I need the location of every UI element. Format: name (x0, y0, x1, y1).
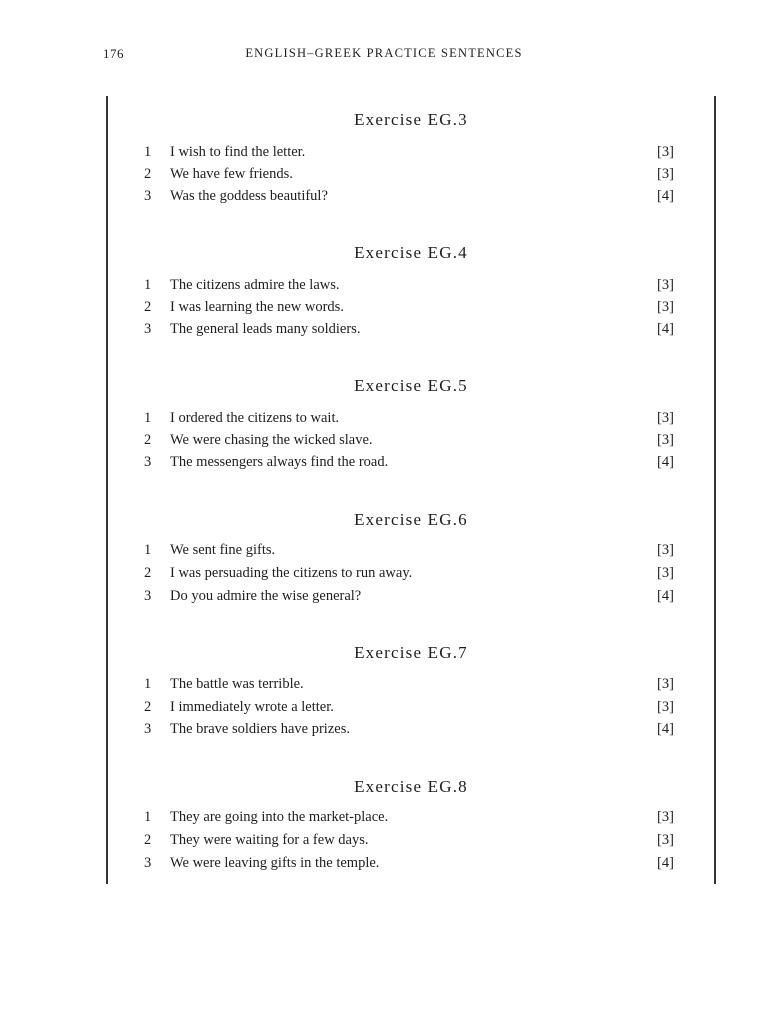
sentence-row (0, 676, 768, 698)
sentence-marks: [4] (657, 721, 674, 737)
sentence-row (0, 542, 768, 564)
sentence-text: We sent fine gifts. (170, 542, 276, 558)
sentence-text: We were leaving gifts in the temple. (170, 855, 380, 871)
sentence-row (0, 432, 768, 454)
sentence-number: 1 (144, 144, 152, 160)
sentence-number: 1 (144, 410, 152, 426)
sentence-row (0, 321, 768, 343)
sentence-row (0, 855, 768, 877)
sentence-row (0, 832, 768, 854)
sentence-text: We were chasing the wicked slave. (170, 432, 373, 448)
sentence-row (0, 588, 768, 610)
sentence-number: 2 (144, 166, 152, 182)
exercise-title: Exercise EG.3 (354, 110, 468, 129)
sentence-text: The citizens admire the laws. (170, 277, 340, 293)
sentence-text: I was persuading the citizens to run away. (170, 565, 413, 581)
sentence-number: 3 (144, 454, 152, 470)
sentence-number: 1 (144, 542, 152, 558)
sentence-number: 2 (144, 432, 152, 448)
sentence-number: 1 (144, 809, 152, 825)
sentence-row (0, 410, 768, 432)
sentence-number: 1 (144, 676, 152, 692)
sentence-marks: [3] (657, 410, 674, 426)
sentence-row (0, 454, 768, 476)
sentence-marks: [3] (657, 277, 674, 293)
sentence-marks: [3] (657, 432, 674, 448)
sentence-number: 2 (144, 699, 152, 715)
sentence-marks: [4] (657, 321, 674, 337)
sentence-marks: [3] (657, 565, 674, 581)
exercise-title: Exercise EG.5 (354, 376, 468, 395)
sentence-text: The general leads many soldiers. (170, 321, 361, 337)
sentence-text: Was the goddess beautiful? (170, 188, 328, 204)
sentence-text: I was learning the new words. (170, 299, 344, 315)
sentence-marks: [3] (657, 676, 674, 692)
sentence-marks: [3] (657, 166, 674, 182)
sentence-number: 3 (144, 855, 152, 871)
sentence-row (0, 699, 768, 721)
exercise-title: Exercise EG.4 (354, 243, 468, 262)
sentence-number: 3 (144, 588, 152, 604)
sentence-number: 3 (144, 721, 152, 737)
exercise-title: Exercise EG.7 (354, 643, 468, 662)
sentence-number: 3 (144, 188, 152, 204)
sentence-text: The messengers always find the road. (170, 454, 389, 470)
sentence-row (0, 166, 768, 188)
sentence-text: I immediately wrote a letter. (170, 699, 334, 715)
sentence-number: 2 (144, 299, 152, 315)
sentence-marks: [3] (657, 299, 674, 315)
sentence-text: They are going into the market-place. (170, 809, 389, 825)
sentence-text: I ordered the citizens to wait. (170, 410, 340, 426)
sentence-marks: [4] (657, 188, 674, 204)
sentence-marks: [3] (657, 699, 674, 715)
sentence-marks: [4] (657, 855, 674, 871)
sentence-row (0, 277, 768, 299)
sentence-text: They were waiting for a few days. (170, 832, 369, 848)
sentence-marks: [3] (657, 542, 674, 558)
exercise-title: Exercise EG.8 (354, 777, 468, 796)
sentence-row (0, 299, 768, 321)
sentence-row (0, 809, 768, 831)
sentence-text: The brave soldiers have prizes. (170, 721, 350, 737)
sentence-marks: [4] (657, 454, 674, 470)
sentence-text: We have few friends. (170, 166, 293, 182)
sentence-marks: [3] (657, 809, 674, 825)
sentence-number: 1 (144, 277, 152, 293)
right-margin-rule (714, 96, 716, 884)
sentence-row (0, 565, 768, 587)
sentence-row (0, 721, 768, 743)
running-head: ENGLISH–GREEK PRACTICE SENTENCES (245, 46, 523, 60)
exercise-title: Exercise EG.6 (354, 510, 468, 529)
sentence-number: 3 (144, 321, 152, 337)
sentence-row (0, 144, 768, 166)
sentence-marks: [3] (657, 144, 674, 160)
sentence-row (0, 188, 768, 210)
sentence-text: I wish to find the letter. (170, 144, 306, 160)
sentence-marks: [4] (657, 588, 674, 604)
page-number: 176 (103, 46, 124, 61)
sentence-number: 2 (144, 565, 152, 581)
left-margin-rule (106, 96, 108, 884)
sentence-text: The battle was terrible. (170, 676, 304, 692)
sentence-text: Do you admire the wise general? (170, 588, 362, 604)
sentence-marks: [3] (657, 832, 674, 848)
sentence-number: 2 (144, 832, 152, 848)
